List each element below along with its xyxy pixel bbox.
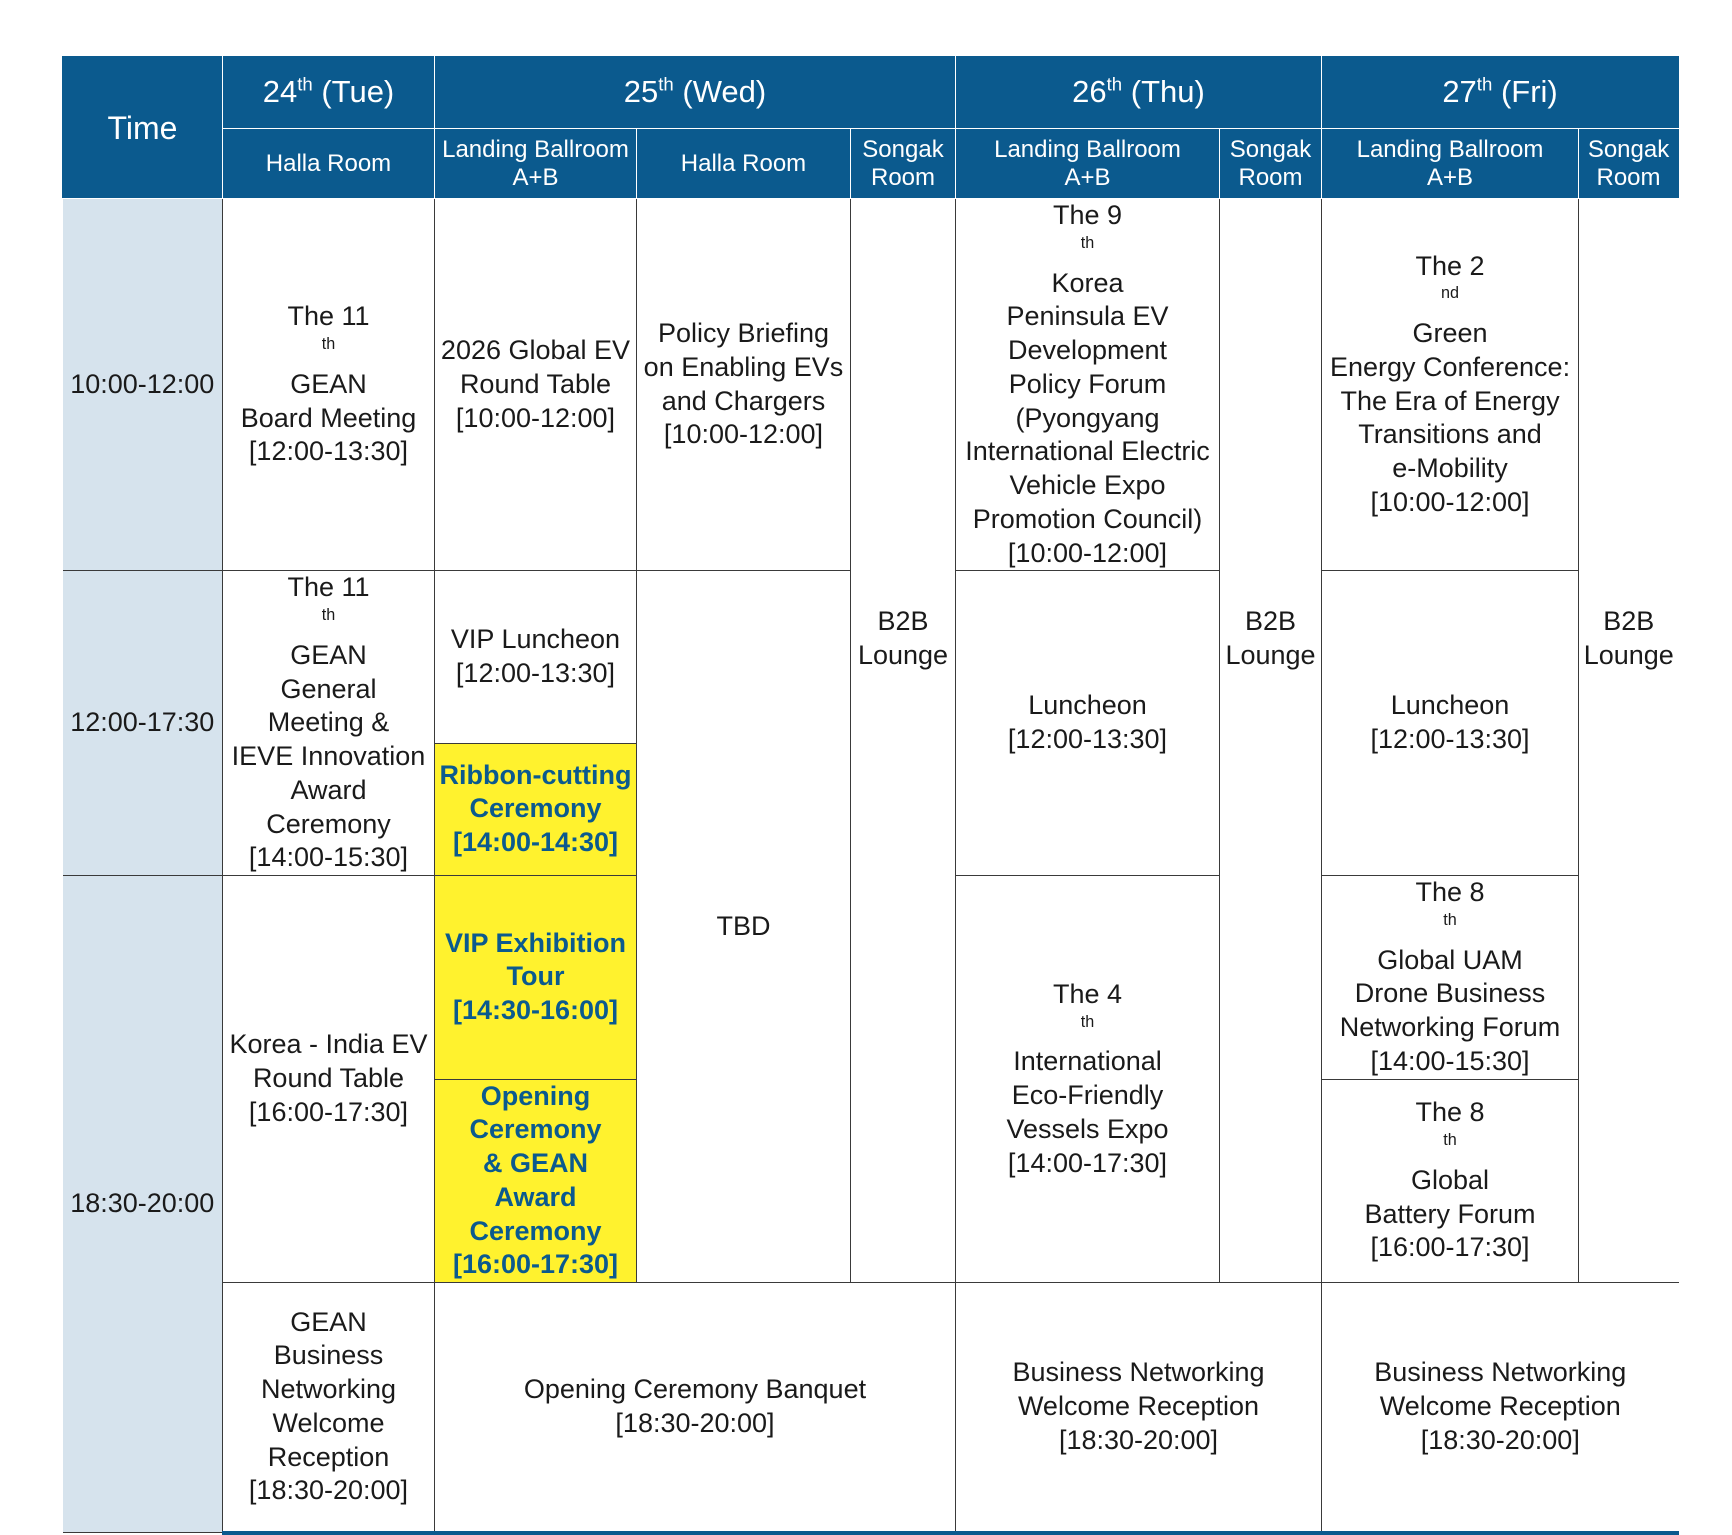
time-slot-3: 18:30-20:00 xyxy=(63,876,223,1533)
event-wed-vip-exhibition-tour: VIP Exhibition Tour [14:30-16:00] xyxy=(435,876,637,1080)
time-column-header: Time xyxy=(63,57,223,199)
thu-songak-gap xyxy=(1220,1079,1322,1283)
event-wed-ribbon-cutting: Ribbon-cutting Ceremony [14:00-14:30] xyxy=(435,743,637,876)
event-wed-vip-luncheon: VIP Luncheon [12:00-13:30] xyxy=(435,571,637,743)
room-header-tue-halla: Halla Room xyxy=(223,129,435,199)
event-wed-b2b-lounge: B2B Lounge xyxy=(851,199,956,1080)
day-header-thu: 26th (Thu) xyxy=(956,57,1322,129)
room-header-fri-songak: Songak Room xyxy=(1579,129,1679,199)
event-fri-luncheon: Luncheon [12:00-13:30] xyxy=(1322,571,1579,876)
event-fri-green-energy-conference: The 2 $^{nd}$ Green Energy Conference: The Era of Energy Transitions and e-Mobility [10:00-12:00] xyxy=(1322,199,1579,571)
room-header-thu-landing: Landing Ballroom A+B xyxy=(956,129,1220,199)
event-thu-eco-vessels-expo: The 4 $^{th}$ International Eco-Friendly Vessels Expo [14:00-17:30] xyxy=(956,876,1220,1283)
fri-songak-gap xyxy=(1579,1079,1679,1283)
time-slot-2: 12:00-17:30 xyxy=(63,571,223,876)
room-header-wed-halla: Halla Room xyxy=(637,129,851,199)
event-wed-tbd: TBD xyxy=(637,571,851,1283)
event-wed-opening-banquet: Opening Ceremony Banquet [18:30-20:00] xyxy=(435,1283,956,1533)
event-wed-policy-briefing: Policy Briefing on Enabling EVs and Chargers [10:00-12:00] xyxy=(637,199,851,571)
event-tue-welcome-reception: GEAN Business Networking Welcome Reception [18:30-20:00] xyxy=(223,1283,435,1533)
room-header-wed-songak: Songak Room xyxy=(851,129,956,199)
room-header-thu-songak: Songak Room xyxy=(1220,129,1322,199)
event-wed-global-ev-round-table: 2026 Global EV Round Table [10:00-12:00] xyxy=(435,199,637,571)
event-fri-welcome-reception: Business Networking Welcome Reception [18:30-20:00] xyxy=(1322,1283,1679,1533)
room-header-wed-landing: Landing Ballroom A+B xyxy=(435,129,637,199)
event-tue-general-meeting: The 11 $^{th}$ GEAN General Meeting & IEVE Innovation Award Ceremony [14:00-15:30] xyxy=(223,571,435,876)
time-slot-1: 10:00-12:00 xyxy=(63,199,223,571)
event-thu-welcome-reception: Business Networking Welcome Reception [18:30-20:00] xyxy=(956,1283,1322,1533)
day-header-tue: 24th (Tue) xyxy=(223,57,435,129)
event-thu-policy-forum: The 9 $^{th}$ Korea Peninsula EV Development Policy Forum (Pyongyang International Electric Vehicle Expo Promotion Council) [10:00-12:00] xyxy=(956,199,1220,571)
event-tue-korea-india-round-table: Korea - India EV Round Table [16:00-17:30] xyxy=(223,876,435,1283)
event-tue-board-meeting: The 11 $^{th}$ GEAN Board Meeting [12:00-13:30] xyxy=(223,199,435,571)
event-fri-uam-drone-forum: The 8 $^{th}$ Global UAM Drone Business Networking Forum [14:00-15:30] xyxy=(1322,876,1579,1080)
day-header-wed: 25th (Wed) xyxy=(435,57,956,129)
event-schedule-table xyxy=(62,56,1679,1535)
day-header-fri: 27th (Fri) xyxy=(1322,57,1679,129)
wed-songak-gap xyxy=(851,1079,956,1283)
event-thu-luncheon: Luncheon [12:00-13:30] xyxy=(956,571,1220,876)
event-wed-opening-ceremony: Opening Ceremony & GEAN Award Ceremony [16:00-17:30] xyxy=(435,1079,637,1283)
event-fri-battery-forum: The 8 $^{th}$ Global Battery Forum [16:00-17:30] xyxy=(1322,1079,1579,1283)
event-thu-b2b-lounge: B2B Lounge xyxy=(1220,199,1322,1080)
room-header-fri-landing: Landing Ballroom A+B xyxy=(1322,129,1579,199)
event-fri-b2b-lounge: B2B Lounge xyxy=(1579,199,1679,1080)
